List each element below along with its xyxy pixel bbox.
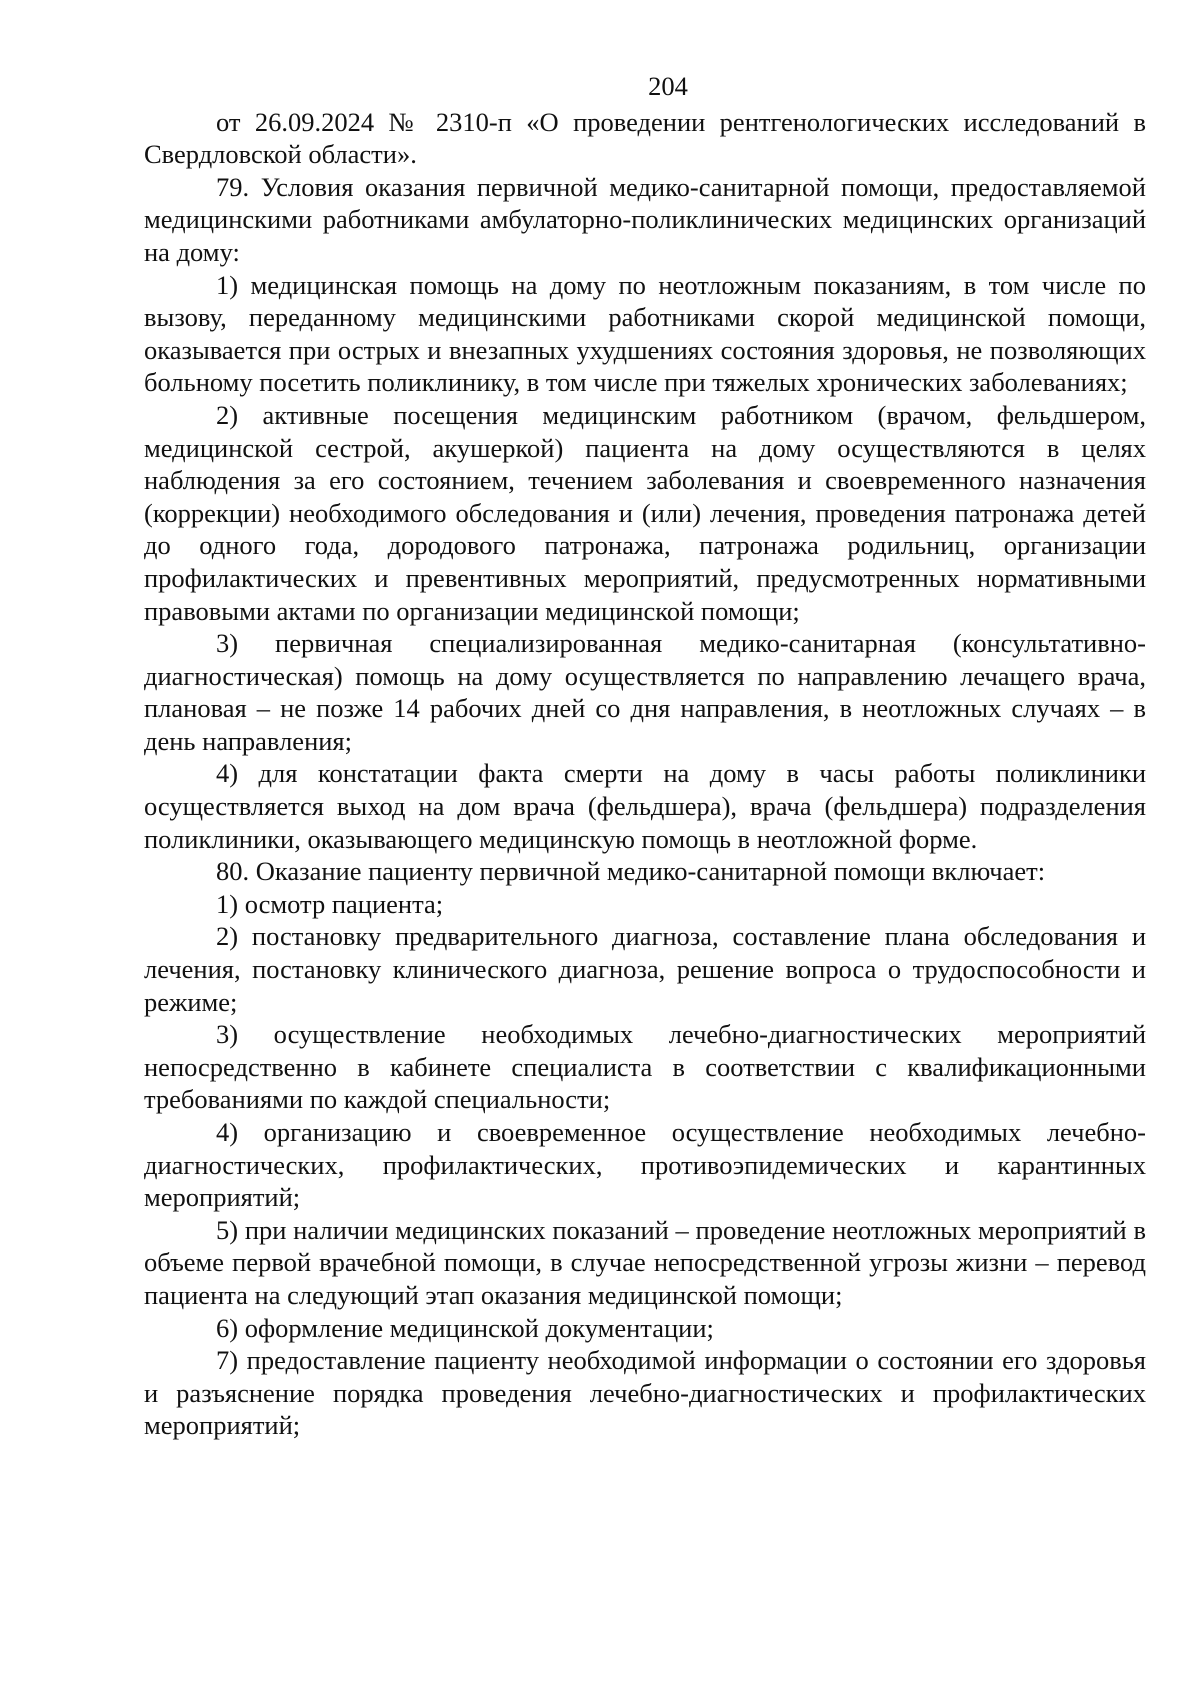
paragraph-79-item-2: 2) активные посещения медицинским работником (врачом, фельдшером, медицинской сестрой, акушеркой) пациента на дому осуществляются в целях наблюдения за его состоянием, течением заболевания и своевременного назначения (коррекции) необходимого обследования и (или) лечения, проведения патронажа детей до одного года, дородового патронажа, патронажа родильниц, организации профилактических и превентивных мероприятий, предусмотренных нормативными правовыми актами по организации медицинской помощи; [144, 399, 1146, 626]
page-number: 204 [648, 71, 688, 101]
paragraph-80-item-2: 2) постановку предварительного диагноза, составление плана обследования и лечения, постановку клинического диагноза, решение вопроса о трудоспособности и режиме; [144, 921, 1146, 1017]
paragraph-79-item-1: 1) медицинская помощь на дому по неотложным показаниям, в том числе по вызову, переданному медицинскими работниками скорой медицинской помощи, оказывается при острых и внезапных ухудшениях состояния здоровья, не позволяющих больному посетить поликлинику, в том числе при тяжелых хронических заболеваниях; [144, 269, 1146, 398]
paragraph-80-heading: 80. Оказание пациенту первичной медико-санитарной помощи включает: [216, 856, 1046, 887]
paragraph-79-item-4: 4) для констатации факта смерти на дому в часы работы поликлиники осуществляется выход на дом врача (фельдшера), врача (фельдшера) подразделения поликлиники, оказывающего медицинскую помощь в неотложной форме. [144, 758, 1146, 854]
paragraph-80-item-1: 1) осмотр пациента; [216, 888, 444, 919]
document-page [144, 70, 1146, 1442]
paragraph-79-item-3: 3) первичная специализированная медико-санитарная (консультативно-диагностическая) помощь на дому осуществляется по направлению лечащего врача, плановая – не позже 14 рабочих дней со дня направления, в неотложных случаях – в день направления; [144, 628, 1146, 756]
paragraph-80-item-3: 3) осуществление необходимых лечебно-диагностических мероприятий непосредственно в кабинете специалиста в соответствии с квалификационными требованиями по каждой специальности; [144, 1019, 1146, 1115]
paragraph-79-heading: 79. Условия оказания первичной медико-санитарной помощи, предоставляемой медицинскими работниками амбулаторно-поликлинических медицинских организаций на дому: [144, 171, 1146, 267]
paragraph-80-item-7: 7) предоставление пациенту необходимой информации о состоянии его здоровья и разъяснение порядка проведения лечебно-диагностических и профилактических мероприятий; [144, 1345, 1146, 1441]
paragraph-80-item-4: 4) организацию и своевременное осуществление необходимых лечебно-диагностических, профилактических, противоэпидемических и карантинных мероприятий; [144, 1117, 1146, 1213]
paragraph-80-item-6: 6) оформление медицинской документации; [216, 1312, 714, 1343]
paragraph-80-item-5: 5) при наличии медицинских показаний – проведение неотложных мероприятий в объеме первой врачебной помощи, в случае непосредственной угрозы жизни – перевод пациента на следующий этап оказания медицинской помощи; [144, 1214, 1146, 1310]
paragraph-continuation: от 26.09.2024 № 2310-п «О проведении рентгенологических исследований в Свердловской области». [144, 106, 1146, 170]
